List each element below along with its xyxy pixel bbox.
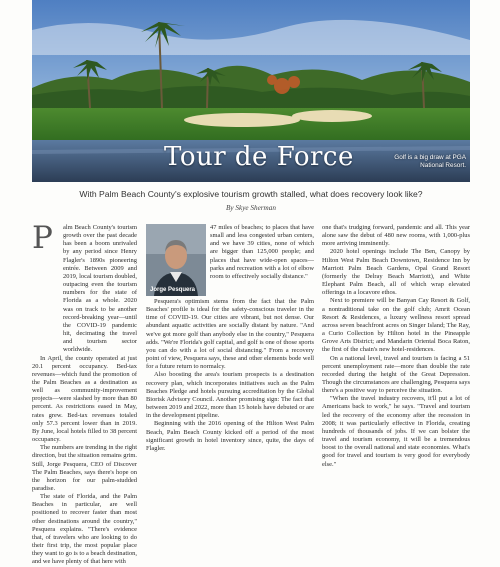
portrait-caption: Jorge Pesquera (150, 287, 196, 293)
article-title: Tour de Force (164, 142, 354, 172)
drop-cap: P (32, 220, 53, 256)
hero-photo (32, 0, 470, 182)
paragraph: 2020 hotel openings include The Ben, Canopy by Hilton West Palm Beach Downtown, Residence Inn by Marriott Palm Beach Gardens, Opal Grand Resort (formerly the Delray Beach Marriott), and White Elephant Palm Beach, all of which wrap elevated offerings in a locavore ethos. (322, 248, 470, 297)
paragraph: "When the travel industry recovers, it'll put a lot of Americans back to work," he says. "Travel and tourism led the recovery of the economy after the recession in 2008; it was particularly effective in Florida, creating hundreds of thousands of jobs. If we can bolster the travel and tourism economy, it will be a tremendous boost to the overall national and state economies. What's good for travel and tourism is very good for everybody else." (322, 395, 470, 468)
column-2 (146, 298, 314, 453)
article-dek: With Palm Beach County's explosive tourism growth stalled, what does recovery look like? (79, 189, 423, 199)
paragraph: one that's trudging forward, pandemic and all. This year alone saw the debut of 480 new rooms, with 1,000-plus more arriving imminently. (322, 224, 470, 248)
column-3 (322, 224, 470, 469)
paragraph: The state of Florida, and the Palm Beaches in particular, are well positioned to recover faster than most other destinations around the country," Pesquera explains. "There's evidence that, of travelers who are looking to do their first trip, the most popular place they want to go is to a beach destination, and we have plenty of that here with (32, 493, 137, 566)
column-2-upper (210, 224, 314, 281)
paragraph: On a national level, travel and tourism is facing a 51 percent unemployment rate—more than double the rate recorded during the height of the Great Depression. Though the circumstances are challenging, Pesquera says there's a positive way to perceive the situation. (322, 354, 470, 395)
column-1 (32, 220, 137, 567)
paragraph: In April, the county operated at just 20.1 percent occupancy. Bed-tax revenues—which fund the promotion of the Palm Beaches as a destination as well as community-improvement projects—were slashed by more than 80 percent. As restrictions eased in May, rates grew. Bed-tax revenues totaled only 57.3 percent lower than in 2019. By June, local hotels filled to 38 percent occupancy. (32, 354, 137, 444)
paragraph-text: alm Beach County's tourism growth over the past decade has been a boom unrivaled by any period since Henry Flagler's 1890s pioneering entrée. Between 2009 and 2019, local tourism doubled, outpacing even the tourism numbers for the state of Florida as a whole. 2020 was on track to be another record-breaking year—until the COVID-19 pandemic hit, decimating the travel and tourism sector worldwide. (63, 224, 137, 354)
paragraph: Pesquera's optimism stems from the fact that the Palm Beaches' profile is ideal for the safety-conscious traveler in the time of COVID-19. Our cities are vibrant, but not dense. Our abundant aquatic activities are socially distant by nature. "And we've got more golf than anybody else in the country," Pesquera adds. "We're Florida's golf capital, and golf is one of those sports you can do with a lot of social distancing." From a recovery point of view, Pesquera says, these and other elements bode well for a future return to normalcy. (146, 298, 314, 371)
paragraph: 47 miles of beaches; to places that have small and less congested urban centers, and we have 39 cities, none of which are bigger than 125,000 people; and places that have wide-open spaces—parks and recreation with a lot of elbow room to effectively socially distance." (210, 224, 314, 280)
paragraph: Next to premiere will be Banyan Cay Resort & Golf, a nontraditional take on the golf club; Amrit Ocean Resort & Residences, a luxury wellness resort spread across seven beachfront acres on Singer Island; The Ray, a Curio Collection by Hilton hotel in the Pineapple Grove Arts District; and Mandarin Oriental Boca Raton, the first of the chain's new hotel-residences. (322, 297, 470, 354)
paragraph: Beginning with the 2016 opening of the Hilton West Palm Beach, Palm Beach County kicked off a period of the most significant growth in hotel inventory since, quite, the days of Flagler. (146, 420, 314, 452)
byline: By Skye Sherman (226, 204, 276, 212)
paragraph (32, 220, 137, 355)
portrait-photo (146, 224, 206, 296)
paragraph: Also boosting the area's tourism prospects is a destination recovery plan, which incorporates initiatives such as the Palm Beaches Pledge and hotels pursuing accreditation by the Global Biorisk Advisory Council. Another promising sign: The fact that between 2019 and 2022, more than 15 hotels have debuted or are in the development pipeline. (146, 371, 314, 420)
photo-caption: Golf is a big draw at PGA National Resort. (394, 154, 466, 169)
paragraph: The numbers are trending in the right direction, but the situation remains grim. Still, Jorge Pesquera, CEO of Discover The Palm Beaches, says there's hope on the horizon for our palm-studded paradise. (32, 444, 137, 492)
person-portrait-image (146, 224, 206, 296)
